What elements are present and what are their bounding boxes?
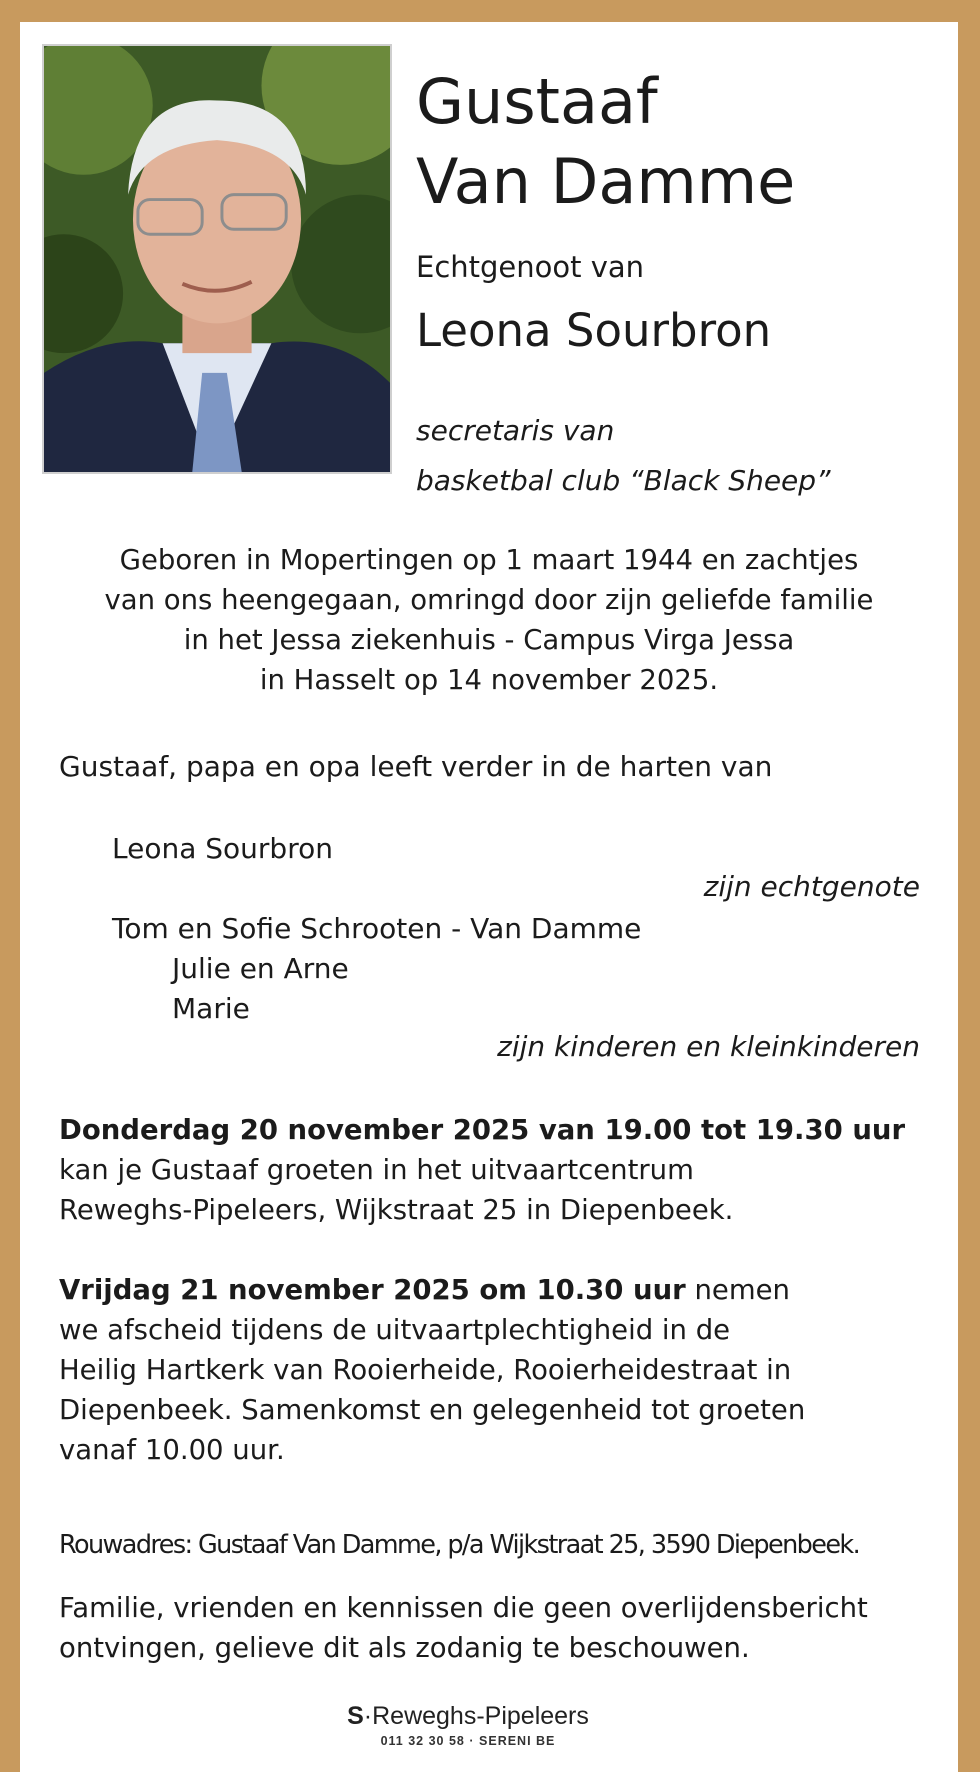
mourning-address: Rouwadres: Gustaaf Van Damme, p/a Wijkstraat 25, 3590 Diepenbeek. [59,1530,860,1560]
logo-name: Reweghs-Pipeleers [372,1702,589,1730]
portrait-photo [42,44,392,474]
notice-paragraph [59,1588,939,1668]
spouse-name: Leona Sourbron [416,304,772,357]
family-children-relation: zijn kinderen en kleinkinderen [497,1030,920,1063]
funeral-date: Vrijdag 21 november 2025 om 10.30 uur [59,1274,686,1306]
logo-phone: 011 32 30 58 [380,1734,465,1748]
birth-line-2: van ons heengegaan, omringd door zijn geliefde familie [104,584,874,616]
birth-death-paragraph [60,540,918,700]
birth-line-3: in het Jessa ziekenhuis - Campus Virga Jessa [183,624,795,656]
visitation-line-3: Reweghs-Pipeleers, Wijkstraat 25 in Diepenbeek. [59,1194,734,1226]
funeral-home-logo [315,1688,621,1750]
funeral-line-2: we afscheid tijdens de uitvaartplechtigheid in de [59,1314,731,1346]
logo-mark: S [347,1702,364,1730]
funeral-line-3: Heilig Hartkerk van Rooierheide, Rooierheidestraat in [59,1354,792,1386]
spouse-label: Echtgenoot van [416,250,645,284]
family-children: Tom en Sofie Schrooten - Van Damme [112,912,642,945]
funeral-line-1-rest: nemen [685,1274,790,1306]
funeral-paragraph [59,1270,939,1470]
family-grandchildren-1: Julie en Arne [172,952,349,985]
funeral-line-5: vanaf 10.00 uur. [59,1434,285,1466]
lives-on-text: Gustaaf, papa en opa leeft verder in de harten van [59,750,773,783]
notice-line-1: Familie, vrienden en kennissen die geen overlijdensbericht [59,1592,868,1624]
birth-line-1: Geboren in Mopertingen op 1 maart 1944 en zachtjes [119,544,859,576]
visitation-line-2: kan je Gustaaf groeten in het uitvaartcentrum [59,1154,694,1186]
visitation-date: Donderdag 20 november 2025 van 19.00 tot 19.30 uur [59,1114,906,1146]
first-name: Gustaaf [416,65,658,138]
birth-line-4: in Hasselt op 14 november 2025. [259,664,719,696]
deceased-name [416,62,795,222]
logo-separator: · [469,1734,475,1748]
funeral-line-4: Diepenbeek. Samenkomst en gelegenheid tot groeten [59,1394,806,1426]
visitation-paragraph [59,1110,939,1230]
family-spouse-relation: zijn echtgenote [703,870,920,903]
last-name: Van Damme [416,145,796,218]
role-line-2: basketbal club “Black Sheep” [416,464,831,497]
role-text [416,406,831,506]
logo-site: SERENI BE [479,1734,556,1748]
family-grandchildren-2: Marie [172,992,250,1025]
notice-line-2: ontvingen, gelieve dit als zodanig te beschouwen. [59,1632,750,1664]
logo-dot: · [363,1702,373,1730]
role-line-1: secretaris van [416,414,615,447]
obituary-card [20,22,958,1772]
family-spouse-name: Leona Sourbron [112,832,333,865]
